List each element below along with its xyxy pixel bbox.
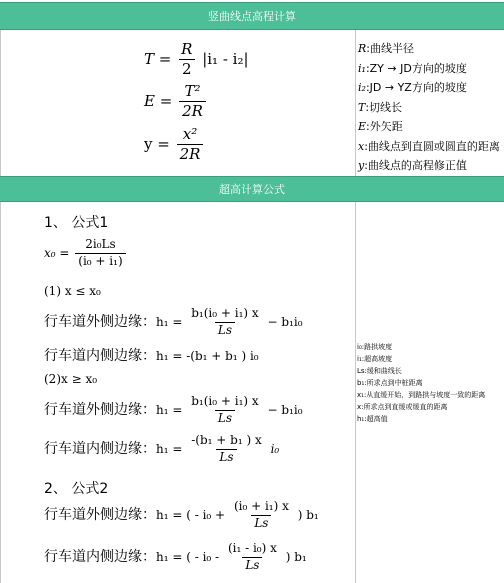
legend-vertical-curve xyxy=(358,39,500,176)
case2-inner-formula: 行车道内侧边缘：h₁ = $\frac{\text{-(b₁ + b₁ ) x}}{Ls}$ i₀ xyxy=(44,433,280,464)
formula2-title: 2、 公式2 xyxy=(44,481,109,497)
section-header-vertical-curve xyxy=(0,2,504,30)
legend-item: x₁:从直缓开始，到路拱与坡度一致的距离 xyxy=(357,391,486,399)
formula2-inner: 行车道内侧边缘：h₁ = ( - i₀ - $\frac{\text{(i₁ - i₀) x}}{Ls}$ ) b₁ xyxy=(44,541,307,572)
formula1-title: 1、 公式1 xyxy=(44,215,109,231)
case2-condition: (2)x ≥ x₀ xyxy=(44,372,98,386)
column-divider xyxy=(355,201,356,583)
legend-item: R:曲线半径 xyxy=(358,42,415,55)
legend-superelevation xyxy=(357,341,485,425)
legend-item: x:所求点到直缓或缓直的距离 xyxy=(357,403,448,411)
legend-item: i₁:超高坡度 xyxy=(357,355,393,363)
case1-outer-formula: 行车道外侧边缘：h₁ = $\frac{\text{b₁(i₀ + i₁) x}}{Ls}$ − b₁i₀ xyxy=(44,306,303,337)
formula-y: y = $\frac{\text{x²}}{2R}$ xyxy=(144,126,205,164)
legend-item: T:切线长 xyxy=(358,100,403,114)
formula-x0: x₀ = $\frac{\text{2i₀Ls}}{\text{(i₀ + i₁)}}$ xyxy=(44,238,128,269)
legend-item: x:曲线点到直圆或圆直的距离 xyxy=(358,139,500,153)
section-header-superelevation xyxy=(0,176,504,202)
formula2-outer: 行车道外侧边缘：h₁ = ( - i₀ + $\frac{\text{(i₀ + i₁) x}}{Ls}$ ) b₁ xyxy=(44,499,319,530)
legend-item: i₀:路拱坡度 xyxy=(357,343,393,351)
legend-item: i₂:JD → YZ方向的坡度 xyxy=(358,81,467,94)
left-border xyxy=(0,30,1,583)
legend-item: b₁:所求点到中桩距离 xyxy=(357,379,423,387)
legend-item: E:外矢距 xyxy=(358,120,403,133)
legend-item: Ls:缓和曲线长 xyxy=(357,367,402,375)
case1-condition: (1) x ≤ x₀ xyxy=(44,284,101,298)
legend-item: y:曲线点的高程修正值 xyxy=(358,159,467,172)
column-divider xyxy=(355,30,356,176)
formula-E: E = $\frac{\text{T²}}{2R}$ xyxy=(144,83,208,121)
case1-inner-formula: 行车道内侧边缘：h₁ = -(b₁ + b₁ ) i₀ xyxy=(44,348,259,364)
legend-item: h₁:超高值 xyxy=(357,415,388,423)
case2-outer-formula: 行车道外侧边缘：h₁ = $\frac{\text{b₁(i₀ + i₁) x}}{Ls}$ − b₁i₀ xyxy=(44,394,303,425)
legend-item: i₁:ZY → JD方向的坡度 xyxy=(358,61,467,75)
section-title: 超高计算公式 xyxy=(219,183,285,196)
section-title: 竖曲线点高程计算 xyxy=(208,10,296,23)
formula-T: T = $\frac{R}{2}$ |i₁ - i₂| xyxy=(144,40,249,79)
